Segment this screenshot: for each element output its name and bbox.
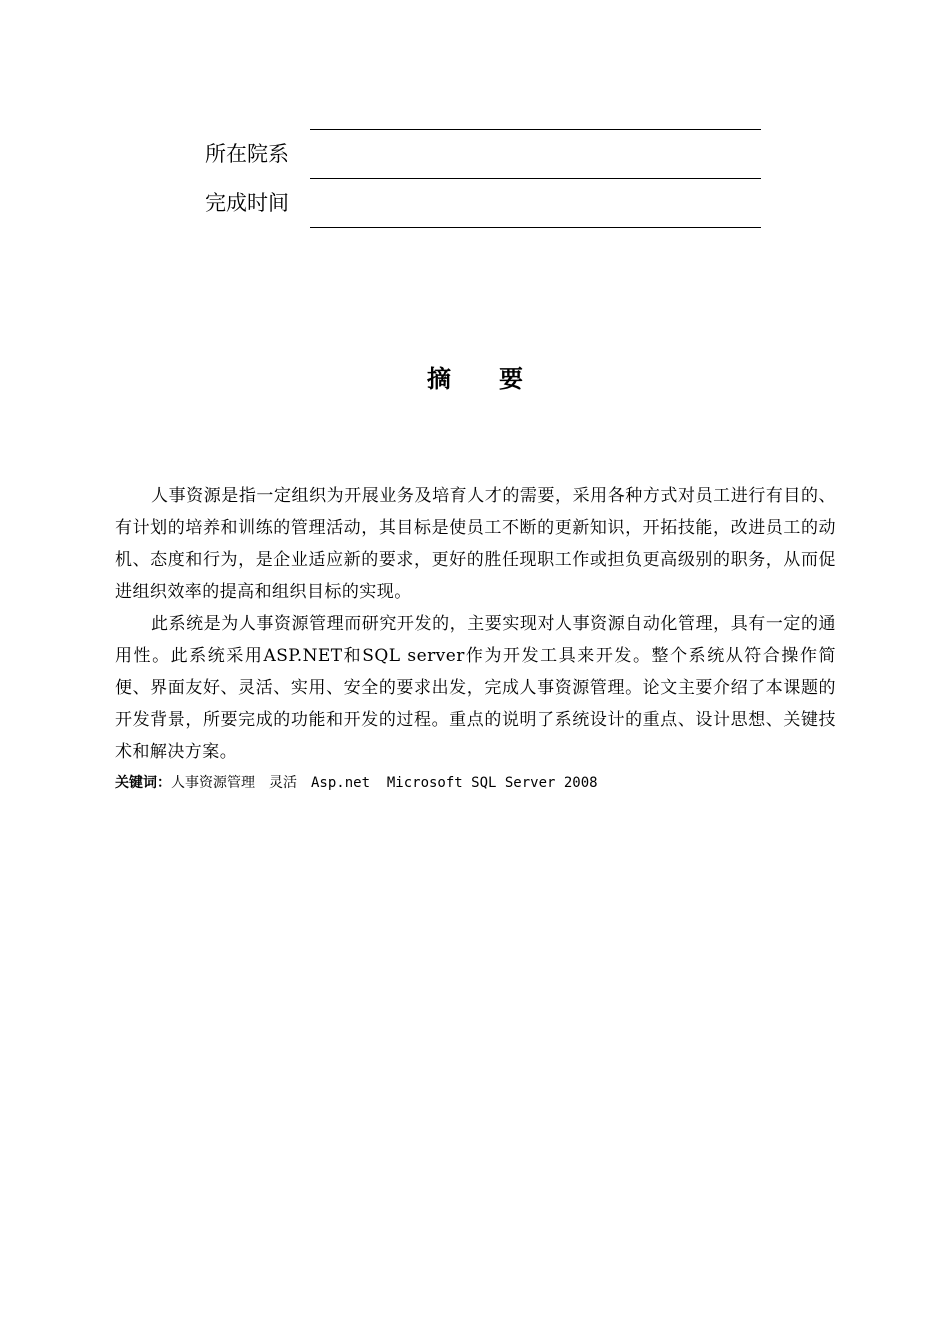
keywords-label: 关键词： — [115, 775, 171, 791]
keywords-english: Asp.net Microsoft SQL Server 2008 — [311, 775, 598, 791]
abstract-paragraph-2: 此系统是为人事资源管理而研究开发的，主要实现对人事资源自动化管理，具有一定的通用性。此系统采用ASP.NET和SQL server作为开发工具来开发。整个系统从符合操作简便、界面友好、灵活、实用、安全的要求出发，完成人事资源管理。论文主要介绍了本课题的开发背景，所要完成的功能和开发的过程。重点的说明了系统设计的重点、设计思想、关键技术和解决方案。 — [115, 614, 836, 762]
field-rule-top — [310, 129, 761, 130]
department-label: 所在院系 — [205, 142, 289, 166]
completion-time-underline — [310, 227, 761, 228]
abstract-body — [115, 480, 836, 794]
keywords-chinese: 人事资源管理 灵活 — [171, 775, 311, 791]
abstract-title: 摘 要 — [427, 365, 523, 393]
keywords-line — [115, 772, 836, 794]
completion-time-label: 完成时间 — [205, 191, 289, 215]
abstract-paragraph-1: 人事资源是指一定组织为开展业务及培育人才的需要，采用各种方式对员工进行有目的、有计划的培养和训练的管理活动，其目标是使员工不断的更新知识，开拓技能，改进员工的动机、态度和行为，是企业适应新的要求，更好的胜任现职工作或担负更高级别的职务，从而促进组织效率的提高和组织目标的实现。 — [115, 486, 836, 602]
cover-info-fields — [0, 0, 950, 240]
department-underline — [310, 178, 761, 179]
